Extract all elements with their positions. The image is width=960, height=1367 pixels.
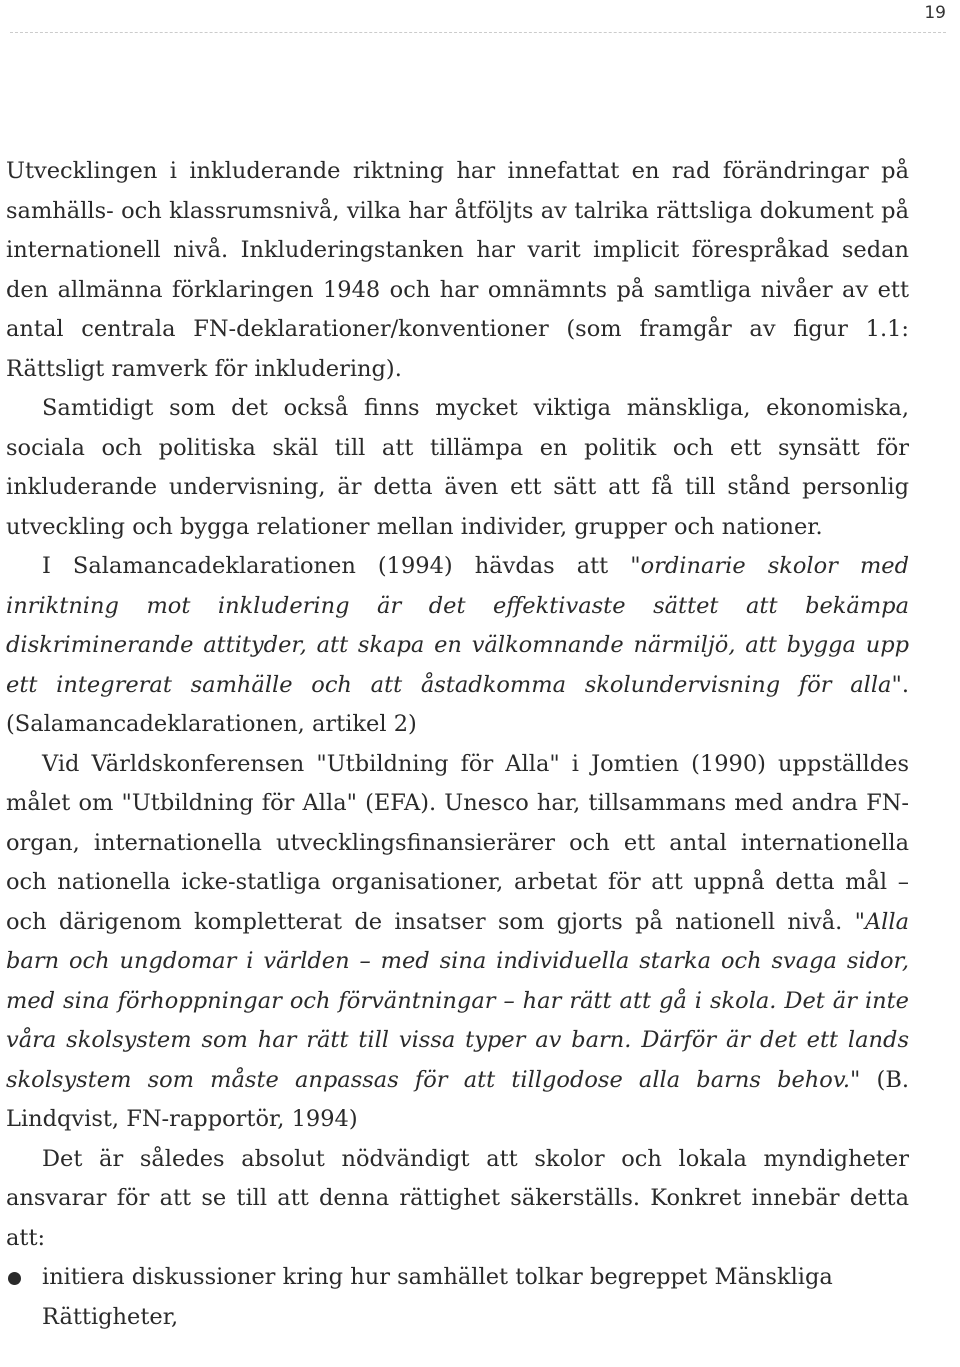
paragraph-2: Samtidigt som det också finns mycket viktiga mänskliga, ekonomiska, sociala och politiska skäl till att tillämpa en politik och ett synsätt för inkluderande undervisning, är detta även ett sätt att få till stånd personlig utveckling och bygga relationer mellan individer, grupper och nationer. [6,395,909,540]
bullet-dot-icon [8,1272,21,1285]
paragraph-5: Det är således absolut nödvändigt att skolor och lokala myndigheter ansvarar för att se till att denna rättighet säkerställs. Konkret innebär detta att: [6,1145,909,1251]
body-text [6,152,909,1337]
paragraph-4-citation: " (B. Lindqvist, FN-rapportör, 1994) [6,1066,910,1132]
lindqvist-quote: Alla barn och ungdomar i världen – med sina individuella starka och svaga sidor, med sina förhoppningar och förväntningar – har rätt att gå i skola. Det är inte våra skolsystem som har rätt till vissa typer av barn. Därför är det ett lands skolsystem som måste anpassas för att tillgodose alla barns behov. [6,908,909,1093]
bullet-text: initiera diskussioner kring hur samhället tolkar begreppet Mänskliga Rättigheter, [42,1264,833,1330]
header-rule [10,32,946,33]
paragraph-3-citation: ". (Salamancadeklarationen, artikel 2) [6,671,909,737]
paragraph-1: Utvecklingen i inkluderande riktning har innefattat en rad förändringar på samhälls- och klassrumsnivå, vilka har åtföljts av talrika rättsliga dokument på internationell nivå. Inkluderingstanken har varit implicit förespråkad sedan den allmänna förklaringen 1948 och har omnämnts på samtliga nivåer av ett antal centrala FN-deklarationer/konventioner (som framgår av figur 1.1: Rättsligt ramverk för inkludering). [6,158,909,382]
salamanca-quote: ordinarie skolor med inriktning mot inkludering är det effektivaste sättet att bekämpa diskriminerande attityder, att skapa en välkomnande närmiljö, att bygga upp ett integrerat samhälle och att åstadkomma skolundervisning för alla [6,553,910,698]
bullet-item [6,1258,909,1337]
paragraph-3 [6,547,909,745]
paragraph-4-lead: Vid Världskonferensen "Utbildning för Alla" i Jomtien (1990) uppställdes målet om "Utbildning för Alla" (EFA). Unesco har, tillsammans med andra FN-organ, internationella utvecklingsfinansierärer och ett antal internationella och nationella icke-statliga organisationer, arbetat för att uppnå detta mål – och därigenom kompletterat de insatser som gjorts på nationell nivå. " [6,750,909,935]
paragraph-4 [6,745,909,1140]
paragraph-3-lead: I Salamancadeklarationen (1994) hävdas att " [42,553,641,579]
page-number: 19 [924,3,946,23]
